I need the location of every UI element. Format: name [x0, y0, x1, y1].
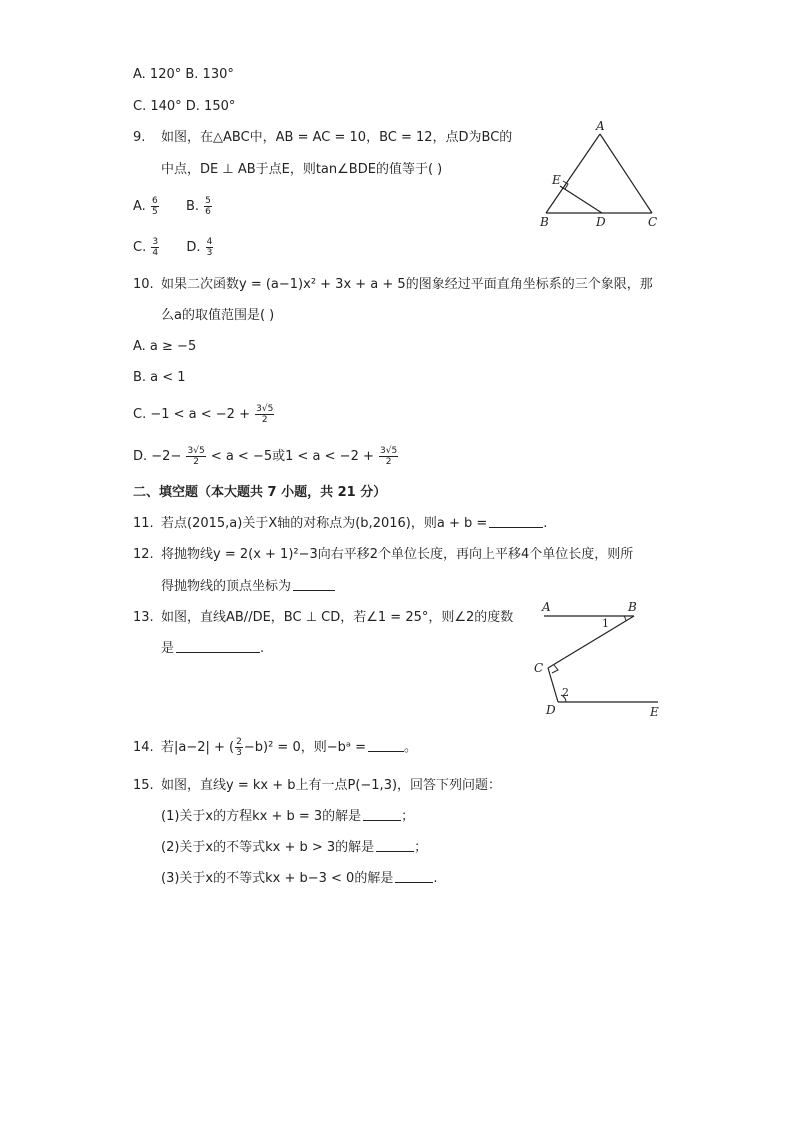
q14-answer-blank[interactable] [368, 739, 404, 752]
q13-end-punct: . [260, 641, 265, 656]
q10-text-line2: 么a的取值范围是( ) [161, 308, 275, 323]
q15-part2 [161, 839, 427, 857]
q9-opt-b-fraction: $\frac{5}{6}$ [205, 196, 211, 217]
q14-fraction: $\frac{2}{3}$ [236, 737, 242, 758]
q13-number: 13. [133, 610, 154, 625]
label-d: D [546, 703, 556, 717]
q11-text [161, 515, 547, 533]
q12-text-line1: 将抛物线y = 2(x + 1)²−3向右平移2个单位长度，再向上平移4个单位长度，则所 [161, 547, 634, 562]
q15-part3-text: (3)关于x的不等式kx + b−3 < 0的解是 [161, 871, 394, 886]
q9-triangle-figure [530, 116, 670, 234]
label-c: C [534, 661, 544, 675]
q9-opt-b-label: B. [185, 199, 200, 214]
section-2-title: 二、填空题（本大题共 7 小题，共 21 分） [133, 485, 387, 500]
q14-text [161, 737, 417, 758]
q14-number: 14. [133, 740, 154, 755]
q9-text-line2: 中点，DE ⊥ AB于点E，则tan∠BDE的值等于( ) [161, 162, 443, 177]
q15-part3-blank[interactable] [395, 870, 433, 883]
label-e: E [552, 173, 561, 187]
segment-bc [548, 616, 634, 668]
q9-opt-d-fraction: $\frac{4}{3}$ [206, 237, 213, 258]
q13-text-line1: 如图，直线AB//DE，BC ⊥ CD，若∠1 = 25°，则∠2的度数 [161, 610, 514, 625]
right-angle-mark-c [552, 665, 558, 673]
q14-text-post: −b)² = 0，则−bᵃ = [243, 740, 366, 755]
segment-ac [600, 134, 652, 213]
label-b: B [628, 600, 637, 614]
segment-de [560, 186, 602, 213]
q10-opt-d-fraction1: $\frac{3√5}{2}$ [187, 446, 205, 467]
q11-answer-blank[interactable] [489, 515, 543, 528]
q15-part3-end: . [433, 871, 438, 886]
q10-option-c [133, 404, 275, 425]
label-angle-1: 1 [602, 617, 609, 630]
label-a: A [542, 600, 551, 614]
label-b: B [540, 215, 549, 229]
q15-part1-end: ； [401, 809, 415, 824]
q11-question: 若点(2015,a)关于X轴的对称点为(b,2016)，则a + b = [161, 516, 488, 531]
q12-text-line2 [161, 578, 335, 596]
q13-parallel-lines-figure [530, 596, 670, 720]
q12-line2-text: 得抛物线的顶点坐标为 [161, 579, 292, 594]
q15-part2-blank[interactable] [376, 839, 414, 852]
q10-opt-d-text-pre: D. −2− [133, 449, 182, 464]
q15-part1-text: (1)关于x的方程kx + b = 3的解是 [161, 809, 362, 824]
label-e: E [650, 705, 659, 719]
q10-opt-d-fraction2: $\frac{3√5}{2}$ [380, 446, 398, 467]
q15-part2-text: (2)关于x的不等式kx + b > 3的解是 [161, 840, 375, 855]
q9-opt-d-label: D. [186, 240, 201, 255]
q9-number: 9. [133, 130, 146, 145]
q10-option-d [133, 446, 399, 467]
q9-options-cd [133, 237, 214, 258]
label-a: A [596, 119, 605, 133]
q14-text-pre: 若|a−2| + ( [161, 740, 235, 755]
q13-answer-blank[interactable] [176, 640, 260, 653]
label-d: D [596, 215, 606, 229]
q8-option-a-b: A. 120° B. 130° [133, 67, 234, 82]
q15-part1-blank[interactable] [363, 808, 401, 821]
q9-opt-a-fraction: $\frac{6}{5}$ [151, 196, 158, 217]
label-c: C [648, 215, 658, 229]
q13-text-line2 [161, 640, 264, 658]
q12-number: 12. [133, 547, 154, 562]
q11-number: 11. [133, 516, 154, 531]
q10-option-b: B. a < 1 [133, 370, 186, 385]
q9-opt-a-label: A. [133, 199, 146, 214]
q14-end-punct: 。 [403, 740, 417, 755]
q10-opt-c-text: C. −1 < a < −2 + [133, 407, 250, 422]
q15-part2-end: ； [414, 840, 428, 855]
q10-text-line1: 如果二次函数y = (a−1)x² + 3x + a + 5的图象经过平面直角坐标系的三个象限，那 [161, 277, 653, 292]
q15-part1 [161, 808, 414, 826]
q10-opt-c-fraction: $\frac{3√5}{2}$ [256, 404, 274, 425]
q15-part3 [161, 870, 437, 888]
q13-line2-text: 是 [161, 641, 175, 656]
q9-options-ab [133, 196, 213, 217]
q12-answer-blank[interactable] [293, 578, 335, 591]
q9-opt-c-label: C. [133, 240, 147, 255]
segment-cd [548, 668, 558, 702]
q11-end-punct: . [543, 516, 548, 531]
label-angle-2: 2 [562, 686, 569, 699]
q10-number: 10. [133, 277, 154, 292]
q9-opt-c-fraction: $\frac{3}{4}$ [152, 237, 159, 258]
q8-option-c-d: C. 140° D. 150° [133, 99, 236, 114]
q15-number: 15. [133, 778, 154, 793]
q10-option-a: A. a ≥ −5 [133, 339, 197, 354]
angle-1-arc [624, 616, 626, 621]
q10-opt-d-text-mid: < a < −5或1 < a < −2 + [210, 449, 374, 464]
q9-text-line1: 如图，在△ABC中，AB = AC = 10，BC = 12，点D为BC的 [161, 130, 513, 145]
q15-intro: 如图，直线y = kx + b上有一点P(−1,3)，回答下列问题： [161, 778, 502, 793]
